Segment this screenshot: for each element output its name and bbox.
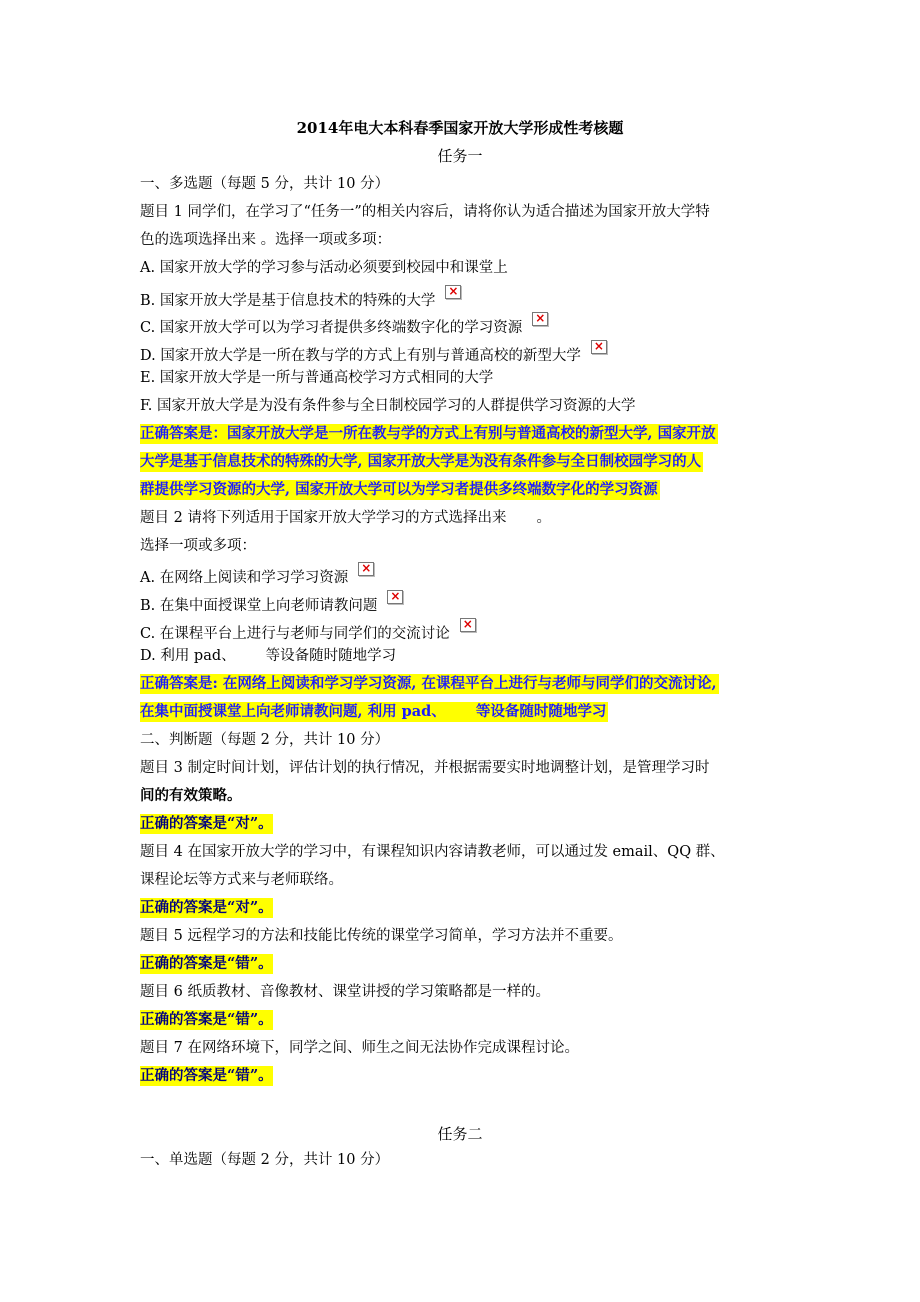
q4-answer: 正确的答案是“对”。: [140, 899, 273, 916]
q6-answer: 正确的答案是“错”。: [140, 1011, 273, 1028]
q2-answer-line2: 在集中面授课堂上向老师请教问题, 利用 pad、 等设备随时随地学习: [140, 703, 607, 720]
broken-image-icon: [591, 340, 607, 354]
task1-heading: 任务一: [437, 147, 483, 165]
task2-heading: 任务二: [437, 1125, 483, 1143]
q1-option-d: D. 国家开放大学是一所在教与学的方式上有别与普通高校的新型大学×: [140, 340, 607, 366]
q1-option-b: B. 国家开放大学是基于信息技术的特殊的大学×: [140, 285, 461, 311]
section-single-choice: 一、单选题（每题 2 分，共计 10 分）: [140, 1152, 390, 1168]
q1-option-c: C. 国家开放大学可以为学习者提供多终端数字化的学习资源×: [140, 312, 548, 338]
q1-answer-line3: 群提供学习资源的大学, 国家开放大学可以为学习者提供多终端数字化的学习资源: [140, 481, 658, 498]
q1-option-f: F. 国家开放大学是为没有条件参与全日制校园学习的人群提供学习资源的大学: [140, 398, 636, 414]
q4-line2: 课程论坛等方式来与老师联络。: [140, 872, 343, 888]
q7-answer: 正确的答案是“错”。: [140, 1067, 273, 1084]
broken-image-icon: [460, 618, 476, 632]
q2-option-d: D. 利用 pad、 等设备随时随地学习: [140, 648, 397, 664]
q3-line1: 题目 3 制定时间计划，评估计划的执行情况，并根据需要实时地调整计划，是管理学习时: [140, 760, 710, 776]
section-multiple-choice: 一、多选题（每题 5 分，共计 10 分）: [140, 176, 390, 192]
q1-option-a: A. 国家开放大学的学习参与活动必须要到校园中和课堂上: [140, 260, 508, 276]
q1-answer-line2: 大学是基于信息技术的特殊的大学, 国家开放大学是为没有条件参与全日制校园学习的人: [140, 453, 702, 470]
q6-line1: 题目 6 纸质教材、音像教材、课堂讲授的学习策略都是一样的。: [140, 984, 550, 1000]
q4-line1: 题目 4 在国家开放大学的学习中，有课程知识内容请教老师，可以通过发 email、QQ 群、: [140, 844, 725, 860]
document-title: 2014年电大本科春季国家开放大学形成性考核题: [296, 119, 624, 137]
broken-image-icon: [445, 285, 461, 299]
broken-image-icon: [358, 562, 374, 576]
section-true-false: 二、判断题（每题 2 分，共计 10 分）: [140, 732, 390, 748]
q2-line2: 选择一项或多项：: [140, 538, 256, 554]
q2-line1: 题目 2 请将下列适用于国家开放大学学习的方式选择出来 。: [140, 510, 551, 526]
q2-option-c: C. 在课程平台上进行与老师与同学们的交流讨论×: [140, 618, 476, 644]
q1-line2: 色的选项选择出来 。选择一项或多项：: [140, 232, 392, 248]
q1-line1: 题目 1 同学们，在学习了“任务一”的相关内容后，请将你认为适合描述为国家开放大学特: [140, 204, 710, 220]
q5-line1: 题目 5 远程学习的方法和技能比传统的课堂学习简单，学习方法并不重要。: [140, 928, 623, 944]
q3-answer: 正确的答案是“对”。: [140, 815, 273, 832]
q1-answer-line1: 正确答案是：国家开放大学是一所在教与学的方式上有别与普通高校的新型大学, 国家开放: [140, 425, 716, 442]
q3-line2: 间的有效策略。: [140, 787, 242, 804]
broken-image-icon: [532, 312, 548, 326]
q2-option-a: A. 在网络上阅读和学习学习资源×: [140, 562, 374, 588]
q7-line1: 题目 7 在网络环境下，同学之间、师生之间无法协作完成课程讨论。: [140, 1040, 579, 1056]
q2-option-b: B. 在集中面授课堂上向老师请教问题×: [140, 590, 403, 616]
q2-answer-line1: 正确答案是: 在网络上阅读和学习学习资源, 在课程平台上进行与老师与同学们的交流讨论,: [140, 675, 717, 692]
broken-image-icon: [387, 590, 403, 604]
q1-option-e: E. 国家开放大学是一所与普通高校学习方式相同的大学: [140, 370, 494, 386]
q5-answer: 正确的答案是“错”。: [140, 955, 273, 972]
